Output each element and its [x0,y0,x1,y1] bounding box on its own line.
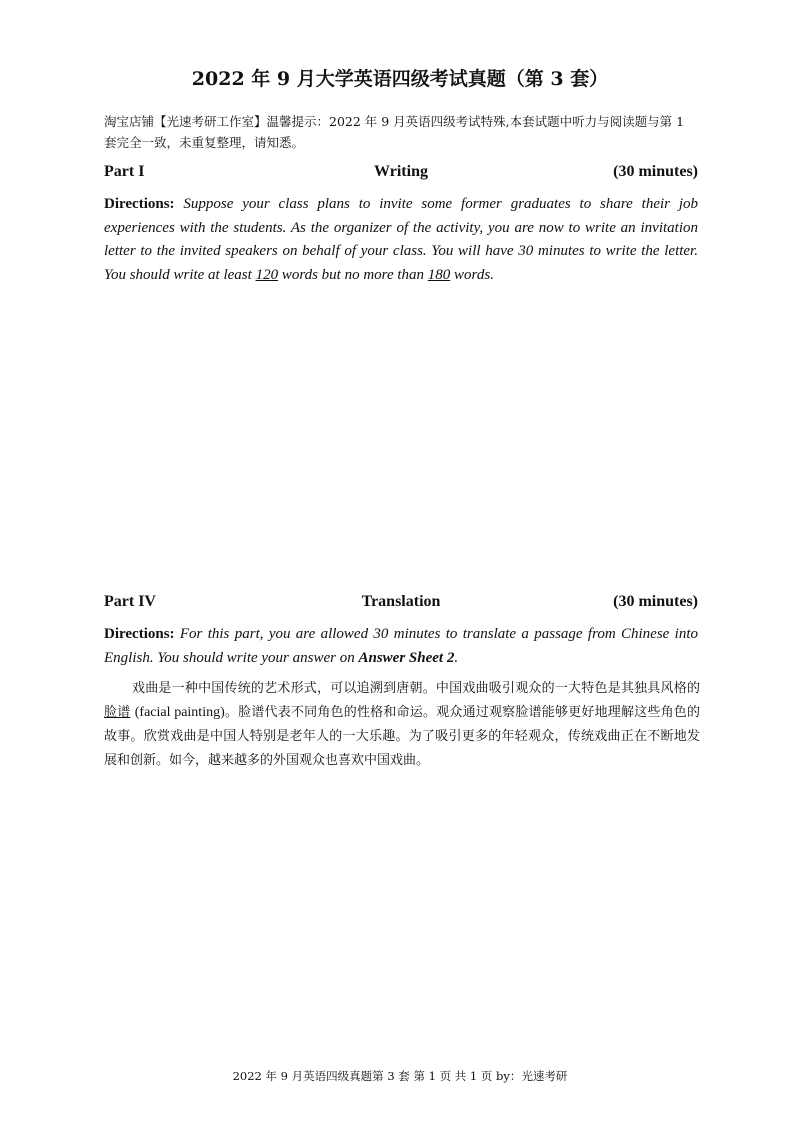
part1-directions-text-a: Suppose your class plans to invite some former graduates to share their job experiences with the students. As the organizer of the activity, you are now to write an invitation letter to the invited speakers on behalf of your class. You will have 30 minutes to write the letter. You should write at least [104,196,698,283]
part4-directions-text-b: . [454,649,459,666]
part4-directions [104,623,698,670]
part1-max-words: 180 [427,266,451,283]
part1-time: (30 minutes) [613,163,698,180]
part1-min-words: 120 [255,266,279,283]
part1-label: Part I [104,163,145,180]
part1-name: Writing [374,163,428,180]
passage-text-a: 戏曲是一种中国传统的艺术形式，可以追溯到唐朝。中国戏曲吸引观众的一大特色是其独具风格的 [132,681,700,696]
store-notice: 淘宝店铺【光速考研工作室】温馨提示：2022 年 9 月英语四级考试特殊,本套试题中听力与阅读题与第 1 套完全一致，未重复整理，请知悉。 [104,114,685,150]
passage-text-b: 。脸谱代表不同角色的性格和命运。观众通过观察脸谱能够更好地理解这些角色的故事。欣赏戏曲是中国人特别是老年人的一大乐趣。为了吸引更多的年轻观众，传统戏曲正在不断地发展和创新。如今，越来越多的外国观众也喜欢中国戏曲。 [104,705,700,768]
passage-term-english: (facial painting) [134,705,225,720]
part1-directions-label: Directions: [104,196,175,212]
part4-directions-label: Directions: [104,626,175,642]
part1-directions [104,193,698,287]
part1-directions-text-c: words. [454,266,494,283]
part4-time: (30 minutes) [613,593,698,610]
answer-sheet-label: Answer Sheet 2 [358,649,455,666]
part4-directions-text-a: For this part, you are allowed 30 minutes to translate a passage from Chinese into English. You should write your answer on [104,626,699,666]
page-footer: 2022 年 9 月英语四级真题第 3 套 第 1 页 共 1 页 by：光速考研 [232,1069,568,1083]
part4-label: Part IV [104,593,156,610]
part4-header [104,593,698,615]
page-title: 2022 年 9 月大学英语四级考试真题（第 3 套） [191,68,609,90]
translation-passage [104,677,700,773]
passage-term: 脸谱 [104,705,131,720]
part1-header [104,163,698,185]
part1-directions-text-b: words but no more than [281,266,425,283]
part4-name: Translation [361,593,441,610]
